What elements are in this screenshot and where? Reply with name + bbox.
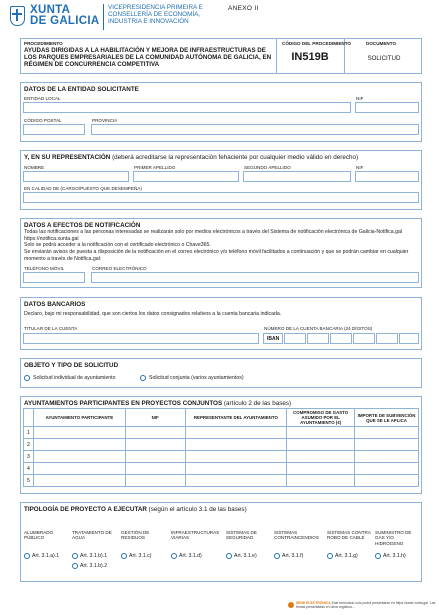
- councils-table-header: [24, 409, 419, 427]
- table-row: [24, 427, 419, 439]
- iban-block-3[interactable]: [330, 333, 352, 344]
- councils-title-note: (artículo 2 de las bases): [223, 400, 292, 407]
- bank-title: DATOS BANCARIOS: [24, 301, 86, 308]
- representative-title-main: Y, EN SU REPRESENTACIÓN: [24, 154, 111, 161]
- request-type-title: OBJETO Y TIPO DE SOLICITUD: [24, 362, 119, 369]
- annex-label: ANEXO II: [228, 5, 259, 12]
- iban-block-5[interactable]: [376, 333, 398, 344]
- header-divider: [103, 4, 104, 30]
- name-label: NOMBRE: [24, 165, 45, 170]
- representative-nif-field[interactable]: [355, 171, 419, 182]
- council-nif-cell[interactable]: [125, 451, 185, 463]
- iban-block-2[interactable]: [307, 333, 329, 344]
- xunta-emblem-icon: [10, 6, 25, 26]
- representative-title-note: (deberá acreditarse la representación fehaciente por cualquier medio válido en derecho): [112, 154, 359, 161]
- project-option-label: Art. 3.1.c): [129, 553, 152, 559]
- project-option-radio[interactable]: [375, 553, 381, 559]
- row-number: 3: [24, 451, 34, 463]
- row-number: 1: [24, 427, 34, 439]
- procedure-code: IN519B: [291, 51, 329, 63]
- project-option-radio[interactable]: [72, 553, 78, 559]
- council-expense-cell[interactable]: [287, 463, 355, 475]
- council-expense-cell[interactable]: [287, 475, 355, 487]
- logo-line1: XUNTA: [30, 4, 71, 16]
- email-field[interactable]: [91, 272, 419, 283]
- footer-text: [296, 601, 436, 609]
- council-cell[interactable]: [33, 463, 125, 475]
- document-label: DOCUMENTO: [366, 41, 397, 46]
- individual-request-label: Solicitud individual de ayuntamiento: [33, 375, 116, 381]
- entity-field[interactable]: [23, 102, 351, 113]
- iban-block-1[interactable]: [284, 333, 306, 344]
- project-option-radio[interactable]: [72, 563, 78, 569]
- individual-request-radio[interactable]: [24, 375, 30, 381]
- project-section: [20, 502, 422, 582]
- role-field[interactable]: [23, 192, 419, 203]
- council-subsidy-header: IMPORTE DE SUBVENCIÓN QUE SE LE APLICA: [355, 409, 419, 427]
- notification-title: DATOS A EFECTOS DE NOTIFICACIÓN: [24, 222, 141, 229]
- project-option-radio[interactable]: [327, 553, 333, 559]
- surname1-field[interactable]: [133, 171, 239, 182]
- joint-request-radio[interactable]: [140, 375, 146, 381]
- project-option-radio[interactable]: [171, 553, 177, 559]
- page-header: [0, 0, 439, 34]
- council-nif-cell[interactable]: [125, 463, 185, 475]
- council-representative-cell[interactable]: [185, 427, 287, 439]
- project-column-header: SISTEMAS DE SEGURIDAD: [226, 530, 257, 541]
- project-option-radio[interactable]: [226, 553, 232, 559]
- table-row: [24, 463, 419, 475]
- project-column-header: SISTEMAS CONTRAINCENDIOS: [274, 530, 319, 541]
- council-header: AYUNTAMIENTO PARTICIPANTE: [33, 409, 125, 427]
- council-expense-header: COMPROMISO DE GASTO ASUMIDO POR EL AYUNTAMIENTO (€): [287, 409, 355, 427]
- surname2-field[interactable]: [243, 171, 351, 182]
- council-nif-cell[interactable]: [125, 439, 185, 451]
- council-subsidy-cell[interactable]: [355, 475, 419, 487]
- council-expense-cell[interactable]: [287, 439, 355, 451]
- postal-code-label: CÓDIGO POSTAL: [24, 118, 62, 123]
- mobile-label: TELÉFONO MÓVIL: [24, 266, 65, 271]
- procedure-divider-1: [276, 38, 277, 74]
- representative-title: [24, 154, 358, 161]
- project-option-label: Art. 3.1.d): [179, 553, 202, 559]
- applicant-nif-field[interactable]: [355, 102, 419, 113]
- mobile-field[interactable]: [23, 272, 85, 283]
- project-option-label: Art. 3.1.g): [335, 553, 358, 559]
- project-option-label: Art. 3.1.a).1: [32, 553, 60, 559]
- iban-prefix: IBAN: [263, 333, 283, 344]
- surname2-label: SEGUNDO APELLIDO: [244, 165, 291, 170]
- procedure-code-label: CÓDIGO DEL PROCEDIMIENTO: [282, 41, 351, 46]
- council-cell[interactable]: [33, 475, 125, 487]
- council-representative-cell[interactable]: [185, 475, 287, 487]
- project-option-radio[interactable]: [121, 553, 127, 559]
- iban-block-6[interactable]: [399, 333, 419, 344]
- account-label: NÚMERO DE LA CUENTA BANCARIA (24 DÍGITOS): [264, 326, 373, 331]
- council-representative-header: REPRESENTANTE DEL AYUNTAMIENTO: [185, 409, 287, 427]
- project-option-label: Art. 3.1.f): [282, 553, 304, 559]
- department-name: VICEPRESIDENCIA PRIMEIRA E CONSELLERÍA DE ECONOMÍA, INDUSTRIA E INNOVACIÓN: [108, 4, 203, 26]
- procedure-title: AYUDAS DIRIGIDAS A LA HABILITACIÓN Y MEJORA DE INFRAESTRUCTURAS DE LOS PARQUES EMPRESARIALES DE LA COMUNIDAD AUTÓNOMA DE GALICIA, EN RÉGIMEN DE CONCURRENCIA COMPETITIVA: [24, 47, 272, 69]
- name-field[interactable]: [23, 171, 129, 182]
- email-label: CORREO ELECTRÓNICO: [92, 266, 147, 271]
- applicant-nif-label: NIF: [356, 96, 364, 101]
- council-subsidy-cell[interactable]: [355, 439, 419, 451]
- notification-text-1: Todas las notificaciones a las personas interesadas se realizarán solo por medios electrónicos a través del Sistema de notificación electrónica de Galicia-Notifica.gal https://notifica.xunta.gal: [24, 229, 403, 242]
- project-option-radio[interactable]: [24, 553, 30, 559]
- council-expense-cell[interactable]: [287, 451, 355, 463]
- iban-block-4[interactable]: [353, 333, 375, 344]
- logo-line2: DE GALICIA: [30, 15, 100, 27]
- project-option-label: Art. 3.1.b).1: [80, 553, 108, 559]
- council-cell[interactable]: [33, 427, 125, 439]
- logo-text: [30, 5, 99, 27]
- xunta-logo: [10, 5, 106, 29]
- table-row: [24, 451, 419, 463]
- councils-title: [24, 400, 291, 407]
- document-type: SOLICITUD: [367, 55, 401, 62]
- row-number: 4: [24, 463, 34, 475]
- project-option-label: Art. 3.1.h): [383, 553, 406, 559]
- council-cell[interactable]: [33, 451, 125, 463]
- joint-request-label: Solicitud conjunta (varios ayuntamientos): [149, 375, 244, 381]
- project-option-radio[interactable]: [274, 553, 280, 559]
- council-cell[interactable]: [33, 439, 125, 451]
- notification-text-2: Solo se podrá acceder a la notificación con el certificado electrónico o Chave365.: [24, 242, 211, 248]
- council-nif-cell[interactable]: [125, 427, 185, 439]
- project-title-note: (según el artículo 3.1 de las bases): [148, 506, 247, 513]
- holder-label: TITULAR DE LA CUENTA: [24, 326, 78, 331]
- council-nif-cell[interactable]: [125, 475, 185, 487]
- project-option-label: Art. 3.1.e): [234, 553, 257, 559]
- province-label: PROVINCIA: [92, 118, 118, 123]
- project-column-header: ALUMBRADO PÚBLICO: [24, 530, 54, 541]
- project-option-label: Art. 3.1.b).2: [80, 563, 108, 569]
- entity-label: ENTIDAD LOCAL: [24, 96, 61, 101]
- project-title: [24, 506, 247, 513]
- council-subsidy-cell[interactable]: [355, 427, 419, 439]
- council-nif-header: NIF: [125, 409, 185, 427]
- table-row: [24, 475, 419, 487]
- council-representative-cell[interactable]: [185, 451, 287, 463]
- province-field[interactable]: [91, 124, 419, 135]
- councils-table: [23, 408, 419, 487]
- footer-brand: SEDE ELECTRÓNICA: [296, 601, 331, 605]
- council-expense-cell[interactable]: [287, 427, 355, 439]
- role-label: EN CALIDAD DE (CARGO/PUESTO QUE DESEMPEÑA): [24, 186, 142, 191]
- council-subsidy-cell[interactable]: [355, 451, 419, 463]
- applicant-title: DATOS DE LA ENTIDAD SOLICITANTE: [24, 86, 139, 93]
- surname1-label: PRIMER APELLIDO: [134, 165, 176, 170]
- council-representative-cell[interactable]: [185, 463, 287, 475]
- row-number: 2: [24, 439, 34, 451]
- council-representative-cell[interactable]: [185, 439, 287, 451]
- footer-note: Este formulario solo podrá presentarse en https://sede.xunta.gal. Las firmas presentadas en otros registros...: [296, 601, 436, 609]
- project-column-header: GESTIÓN DE RESIDUOS: [121, 530, 150, 541]
- bank-text: Declaro, bajo mi responsabilidad, que son ciertos los datos consignados relativos a la cuenta bancaria indicada.: [24, 311, 282, 317]
- row-number: 5: [24, 475, 34, 487]
- project-column-header: TRATAMIENTO DE AGUA: [72, 530, 112, 541]
- project-column-header: SUMINISTRO DE GAS Y/O HIDRÓGENO: [375, 530, 412, 546]
- sede-electronica-icon: [288, 602, 294, 608]
- council-subsidy-cell[interactable]: [355, 463, 419, 475]
- holder-field[interactable]: [23, 333, 259, 344]
- representative-nif-label: NIF: [356, 165, 364, 170]
- postal-code-field[interactable]: [23, 124, 85, 135]
- councils-title-main: AYUNTAMIENTOS PARTICIPANTES EN PROYECTOS CONJUNTOS: [24, 400, 223, 407]
- project-title-main: TIPOLOGÍA DE PROYECTO A EJECUTAR: [24, 506, 147, 513]
- row-number-header: [24, 409, 34, 427]
- project-column-header: INFRAESTRUCTURAS VIARIAS: [171, 530, 220, 541]
- notification-text-3: Se enviarán avisos de puesta a disposición de la notificación en el correo electrónico y/o teléfono móvil facilitados a continuación y que se podrán cambiar en cualquier momento a través de Notifica.gal:: [24, 249, 409, 262]
- project-column-header: SISTEMAS CONTRA ROBO DE CABLE: [327, 530, 371, 541]
- councils-table-body: [24, 427, 419, 487]
- table-row: [24, 439, 419, 451]
- procedure-label: PROCEDIMIENTO: [24, 41, 63, 46]
